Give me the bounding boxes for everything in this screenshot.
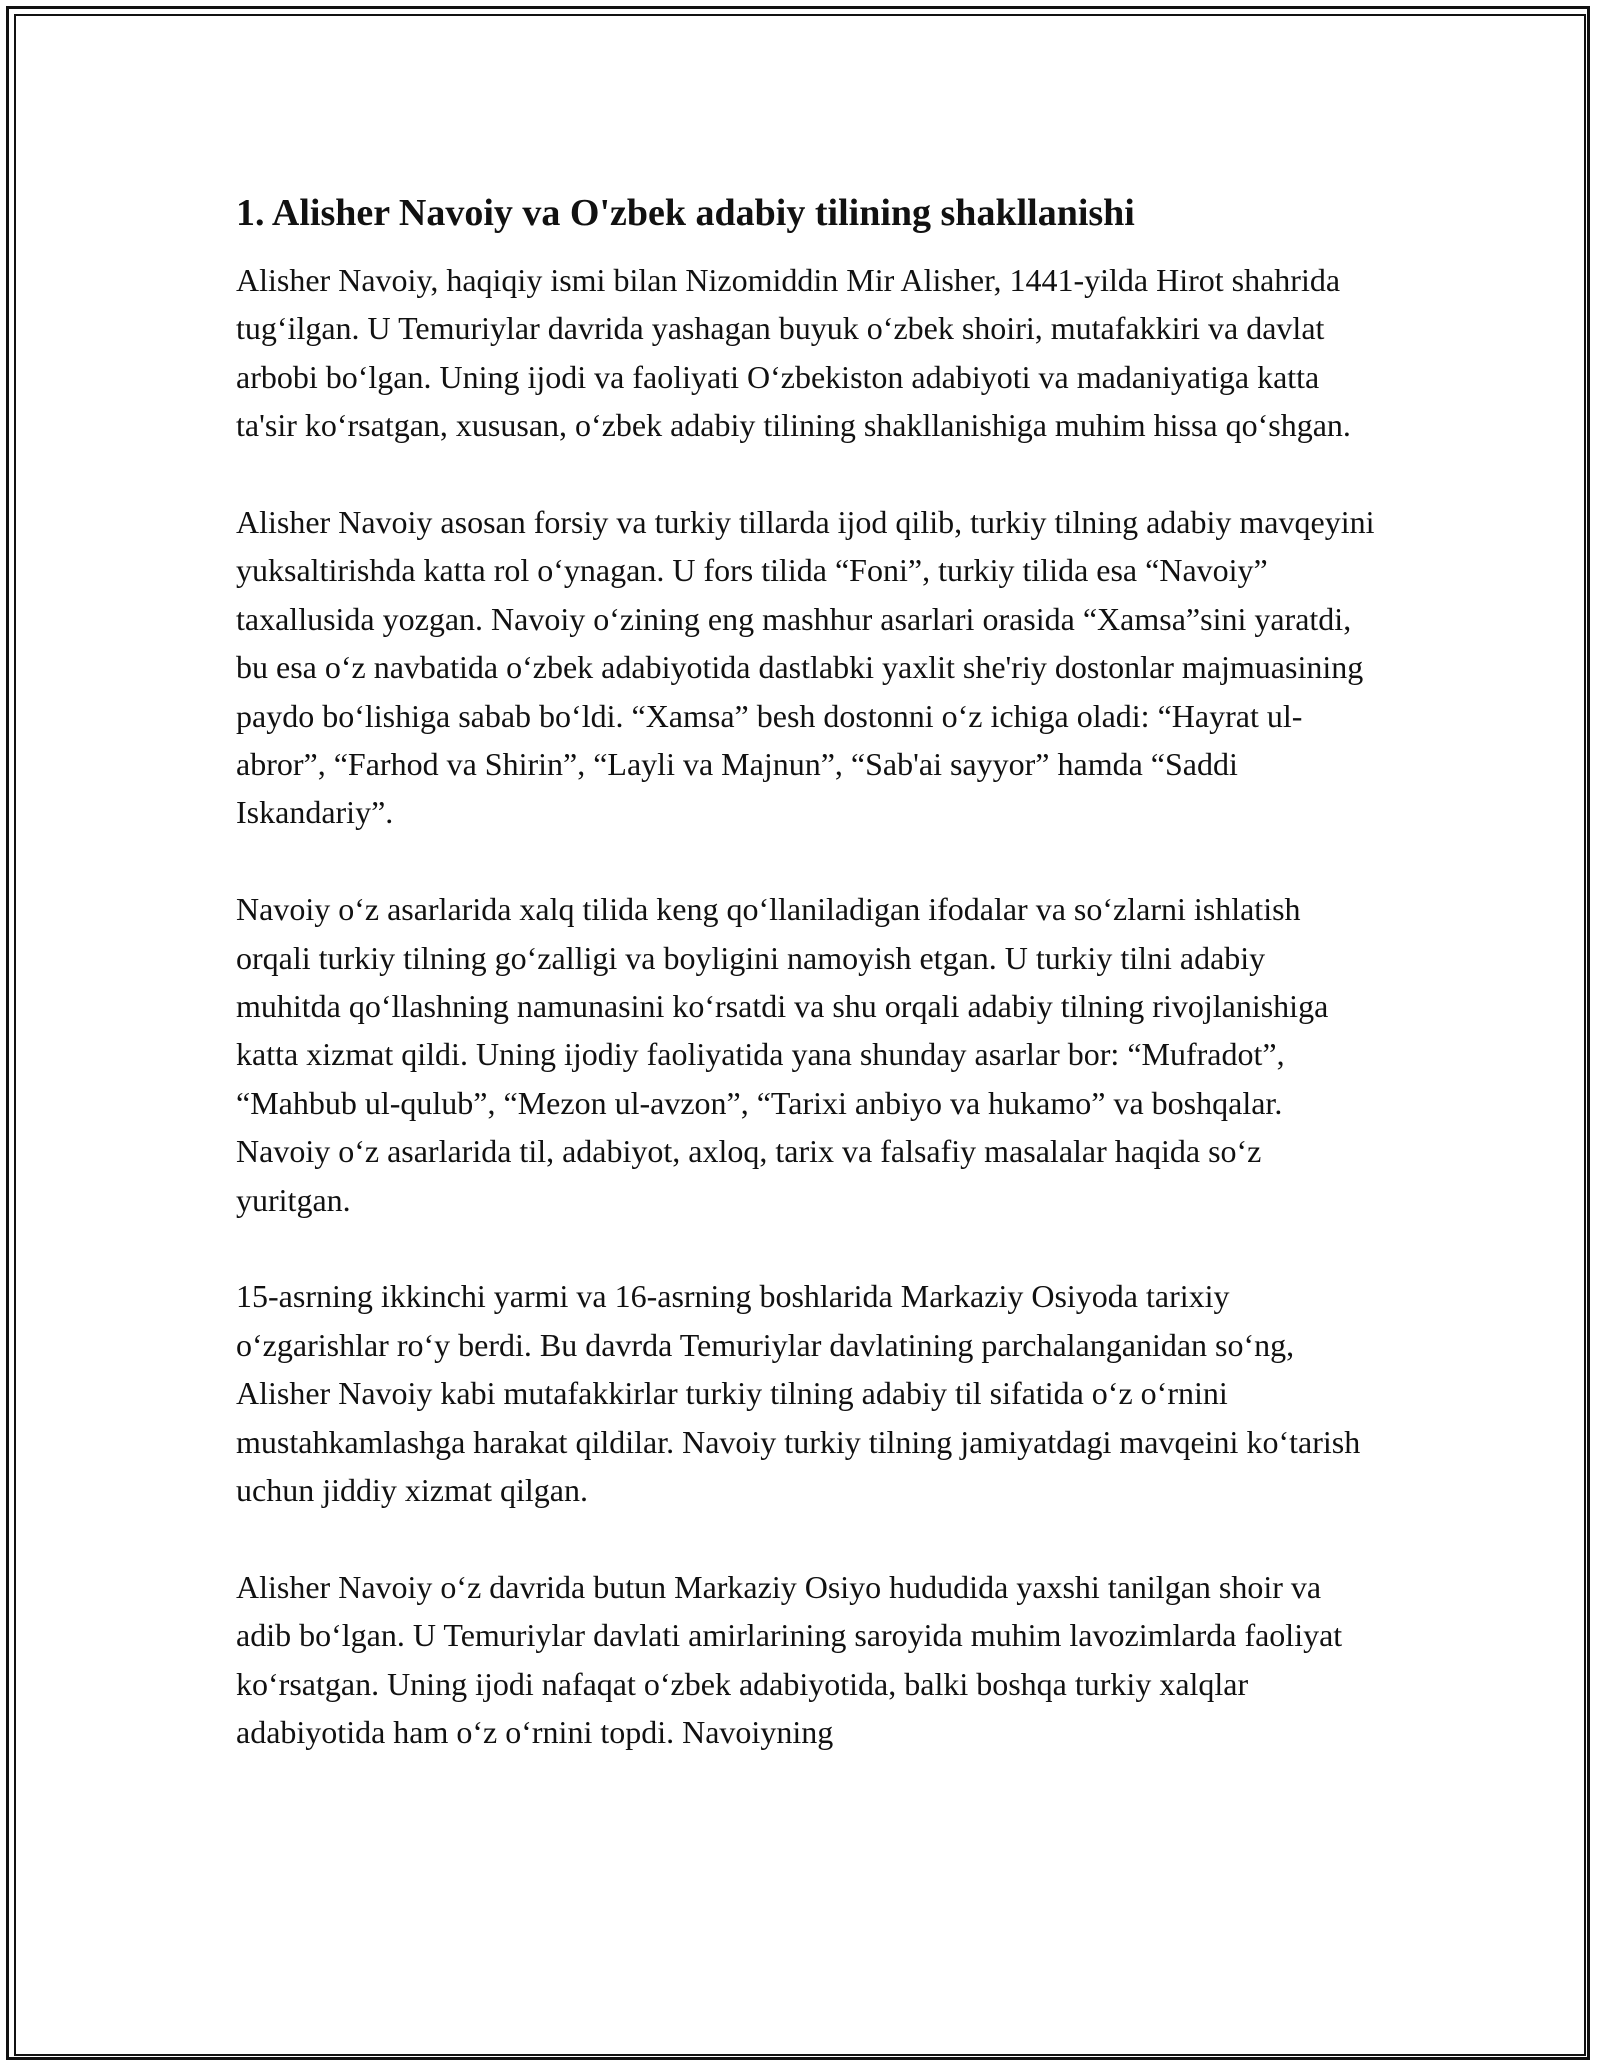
paragraph-5: Alisher Navoiy o‘z davrida butun Markaziy Osiyo hududida yaxshi tanilgan shoir va adib bo‘lgan. U Temuriylar davlati amirlarining saroyida muhim lavozimlarda faoliyat ko‘rsatgan. Uning ijodi nafaqat o‘zbek adabiyotida, balki boshqa turkiy xalqlar adabiyotida ham o‘z o‘rnini topdi. Navoiyning: [236, 1568, 1343, 1751]
paragraph-3: Navoiy o‘z asarlarida xalq tilida keng qo‘llaniladigan ifodalar va so‘zlarni ishlatish orqali turkiy tilning go‘zalligi va boyligini namoyish etgan. U turkiy tilni adabiy muhitda qo‘llashning namunasini ko‘rsatdi va shu orqali adabiy tilning rivojlanishiga katta xizmat qildi. Uning ijodiy faoliyatida yana shunday asarlar bor: “Mufradot”, “Mahbub ul-qulub”, “Mezon ul-avzon”, “Tarixi anbiyo va hukamo” va boshqalar. Navoiy o‘z asarlarida til, adabiyot, axloq, tarix va falsafiy masalalar haqida so‘z yuritgan.: [236, 891, 1329, 1218]
document-body: [236, 188, 1376, 1805]
paragraph-1: Alisher Navoiy, haqiqiy ismi bilan Nizomiddin Mir Alisher, 1441-yilda Hirot shahrida tug‘ilgan. U Temuriylar davrida yashagan buyuk o‘zbek shoiri, mutafakkiri va davlat arbobi bo‘lgan. Uning ijodi va faoliyati O‘zbekiston adabiyoti va madaniyatiga katta ta'sir ko‘rsatgan, xususan, o‘zbek adabiy tilining shakllanishiga muhim hissa qo‘shgan.: [236, 262, 1351, 444]
paragraph-2: Alisher Navoiy asosan forsiy va turkiy tillarda ijod qilib, turkiy tilning adabiy mavqeyini yuksaltirishda katta rol o‘ynagan. U fors tilida “Foni”, turkiy tilida esa “Navoiy” taxallusida yozgan. Navoiy o‘zining eng mashhur asarlari orasida “Xamsa”sini yaratdi, bu esa o‘z navbatida o‘zbek adabiyotida dastlabki yaxlit she'riy dostonlar majmuasining paydo bo‘lishiga sabab bo‘ldi. “Xamsa” besh dostonni o‘z ichiga oladi: “Hayrat ul-abror”, “Farhod va Shirin”, “Layli va Majnun”, “Sab'ai sayyor” hamda “Saddi Iskandariy”.: [236, 504, 1375, 831]
section-heading: 1. Alisher Navoiy va O'zbek adabiy tilining shakllanishi: [236, 192, 1135, 234]
paragraph-4: 15-asrning ikkinchi yarmi va 16-asrning boshlarida Markaziy Osiyoda tarixiy o‘zgarishlar ro‘y berdi. Bu davrda Temuriylar davlatining parchalanganidan so‘ng, Alisher Navoiy kabi mutafakkirlar turkiy tilning adabiy til sifatida o‘z o‘rnini mustahkamlashga harakat qildilar. Navoiy turkiy tilning jamiyatdagi mavqeini ko‘tarish uchun jiddiy xizmat qilgan.: [236, 1278, 1361, 1509]
